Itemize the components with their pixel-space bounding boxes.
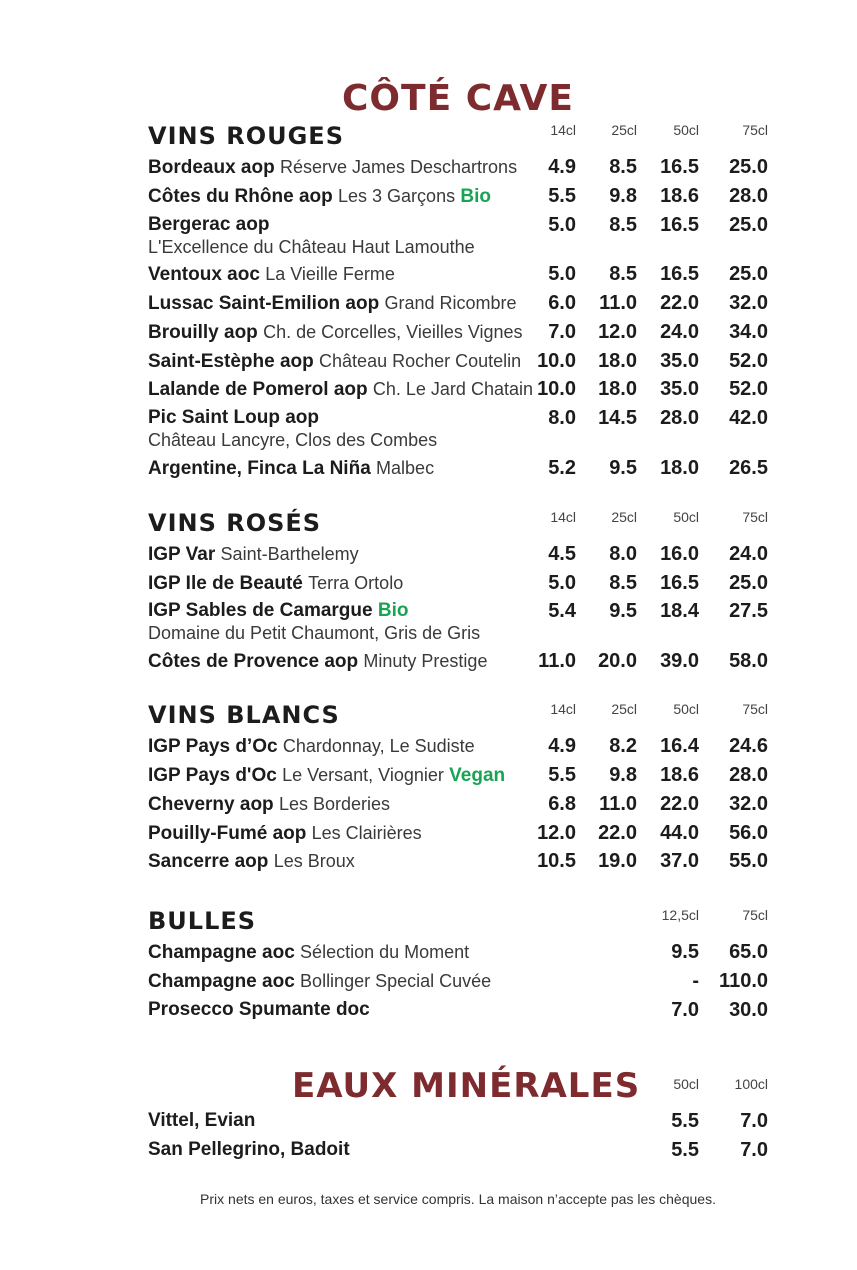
menu-item bbox=[148, 350, 768, 373]
item-name: Champagne aoc bbox=[148, 971, 295, 992]
item-price: 18.0 bbox=[660, 457, 699, 479]
item-price: 35.0 bbox=[660, 378, 699, 400]
menu-item bbox=[148, 407, 768, 451]
item-price: 4.5 bbox=[548, 543, 576, 565]
item-price: 24.0 bbox=[729, 543, 768, 565]
menu-item bbox=[148, 999, 768, 1021]
item-price: 39.0 bbox=[660, 650, 699, 672]
item-name: Vittel, Evian bbox=[148, 1110, 256, 1131]
item-name: Lussac Saint-Emilion aop bbox=[148, 293, 380, 314]
item-name: Pouilly-Fumé aop bbox=[148, 823, 307, 844]
item-price: 9.5 bbox=[671, 941, 699, 963]
item-name: Bergerac aop bbox=[148, 214, 270, 235]
item-detail: Les Broux bbox=[273, 851, 355, 871]
menu-item bbox=[148, 600, 768, 644]
item-detail: Ch. de Corcelles, Vieilles Vignes bbox=[263, 322, 523, 342]
section-title: VINS ROSÉS bbox=[148, 509, 322, 537]
item-price: 5.5 bbox=[671, 1110, 699, 1132]
item-price: 10.0 bbox=[537, 350, 576, 372]
item-detail: La Vieille Ferme bbox=[265, 264, 395, 284]
item-name: Sancerre aop bbox=[148, 851, 269, 872]
column-header: 75cl bbox=[742, 701, 768, 717]
menu-item bbox=[148, 572, 768, 595]
item-price: 11.0 bbox=[599, 292, 637, 314]
column-header: 50cl bbox=[673, 701, 699, 717]
item-price: 24.6 bbox=[729, 735, 768, 757]
item-price: 42.0 bbox=[729, 407, 768, 429]
column-header: 50cl bbox=[673, 1076, 699, 1092]
item-price: 9.5 bbox=[609, 457, 637, 479]
item-price: 20.0 bbox=[598, 650, 637, 672]
item-price: 16.4 bbox=[660, 735, 699, 757]
item-name: Saint-Estèphe aop bbox=[148, 351, 314, 372]
item-price: 5.5 bbox=[548, 185, 576, 207]
item-price: 5.5 bbox=[671, 1139, 699, 1161]
item-detail: Ch. Le Jard Chatain bbox=[372, 379, 533, 399]
item-price: 55.0 bbox=[729, 850, 768, 872]
item-price: 5.5 bbox=[548, 764, 576, 786]
item-price: 7.0 bbox=[548, 321, 576, 343]
item-name: Côtes du Rhône aop bbox=[148, 186, 333, 207]
column-header: 50cl bbox=[673, 509, 699, 525]
menu-item bbox=[148, 650, 768, 673]
item-detail: Les Clairières bbox=[311, 823, 422, 843]
column-header: 75cl bbox=[742, 509, 768, 525]
item-price: 5.4 bbox=[548, 600, 576, 622]
item-name: IGP Ile de Beauté bbox=[148, 573, 303, 594]
item-price: 6.0 bbox=[548, 292, 576, 314]
menu-item bbox=[148, 764, 768, 787]
item-name: Prosecco Spumante doc bbox=[148, 999, 370, 1020]
item-price: 8.5 bbox=[609, 263, 637, 285]
menu-item bbox=[148, 543, 768, 566]
item-price: 56.0 bbox=[729, 822, 768, 844]
item-price: 22.0 bbox=[660, 292, 699, 314]
item-badge: Bio bbox=[377, 600, 409, 621]
item-price: 25.0 bbox=[729, 263, 768, 285]
item-price: 12.0 bbox=[598, 321, 637, 343]
item-price: - bbox=[692, 970, 699, 992]
item-price: 22.0 bbox=[660, 793, 699, 815]
item-name: Côtes de Provence aop bbox=[148, 651, 359, 672]
item-price: 16.5 bbox=[660, 156, 699, 178]
item-price: 18.0 bbox=[598, 378, 637, 400]
column-header: 75cl bbox=[742, 907, 768, 923]
item-price: 16.5 bbox=[660, 263, 699, 285]
item-price: 5.0 bbox=[548, 263, 576, 285]
item-price: 110.0 bbox=[719, 970, 768, 992]
column-header: 50cl bbox=[673, 122, 699, 138]
menu-item bbox=[148, 263, 768, 286]
item-price: 16.5 bbox=[660, 572, 699, 594]
menu-item bbox=[148, 1139, 768, 1161]
item-price: 10.5 bbox=[537, 850, 576, 872]
column-header: 14cl bbox=[550, 509, 576, 525]
item-name: San Pellegrino, Badoit bbox=[148, 1139, 350, 1160]
item-price: 14.5 bbox=[598, 407, 637, 429]
menu-item bbox=[148, 185, 768, 208]
menu-item bbox=[148, 735, 768, 758]
item-name: Lalande de Pomerol aop bbox=[148, 379, 368, 400]
menu-item bbox=[148, 941, 768, 964]
item-price: 16.5 bbox=[660, 214, 699, 236]
item-price: 9.8 bbox=[609, 764, 637, 786]
menu-item bbox=[148, 970, 768, 993]
footer-note: Prix nets en euros, taxes et service compris. La maison n’accepte pas les chèques. bbox=[200, 1191, 716, 1207]
menu-item bbox=[148, 156, 768, 179]
item-subtitle: L'Excellence du Château Haut Lamouthe bbox=[148, 237, 475, 257]
item-price: 7.0 bbox=[671, 999, 699, 1021]
item-name: IGP Var bbox=[148, 544, 216, 565]
item-subtitle: Domaine du Petit Chaumont, Gris de Gris bbox=[148, 623, 481, 643]
item-price: 24.0 bbox=[660, 321, 699, 343]
item-detail: Malbec bbox=[376, 458, 435, 478]
section-header-rouges bbox=[148, 122, 768, 152]
item-detail: Les 3 Garçons bbox=[338, 186, 456, 206]
menu-item bbox=[148, 378, 768, 401]
item-price: 26.5 bbox=[729, 457, 768, 479]
item-price: 28.0 bbox=[729, 764, 768, 786]
item-detail: Bollinger Special Cuvée bbox=[300, 971, 492, 991]
item-price: 8.2 bbox=[609, 735, 637, 757]
menu-item bbox=[148, 214, 768, 258]
item-price: 28.0 bbox=[660, 407, 699, 429]
item-price: 18.6 bbox=[660, 185, 699, 207]
item-price: 5.0 bbox=[548, 214, 576, 236]
item-detail: Chardonnay, Le Sudiste bbox=[282, 736, 475, 756]
item-price: 9.8 bbox=[609, 185, 637, 207]
item-name: Cheverny aop bbox=[148, 794, 274, 815]
column-header: 100cl bbox=[734, 1076, 768, 1092]
item-price: 8.0 bbox=[609, 543, 637, 565]
item-price: 65.0 bbox=[729, 941, 768, 963]
page-title: CÔTÉ CAVE bbox=[342, 78, 574, 119]
item-price: 5.2 bbox=[548, 457, 576, 479]
item-price: 19.0 bbox=[598, 850, 637, 872]
item-price: 18.4 bbox=[660, 600, 699, 622]
item-subtitle: Château Lancyre, Clos des Combes bbox=[148, 430, 438, 450]
section-title: VINS ROUGES bbox=[148, 122, 344, 150]
item-name: Pic Saint Loup aop bbox=[148, 407, 320, 428]
item-price: 32.0 bbox=[729, 292, 768, 314]
item-price: 4.9 bbox=[548, 156, 576, 178]
column-header: 25cl bbox=[611, 122, 637, 138]
column-header: 14cl bbox=[550, 122, 576, 138]
item-name: Argentine, Finca La Niña bbox=[148, 458, 371, 479]
item-name: Brouilly aop bbox=[148, 322, 258, 343]
item-price: 11.0 bbox=[538, 650, 576, 672]
section-title: VINS BLANCS bbox=[148, 701, 340, 729]
item-price: 52.0 bbox=[729, 378, 768, 400]
item-price: 10.0 bbox=[537, 378, 576, 400]
menu-item bbox=[148, 457, 768, 480]
item-badge: Vegan bbox=[449, 765, 506, 786]
item-price: 35.0 bbox=[660, 350, 699, 372]
item-price: 8.0 bbox=[548, 407, 576, 429]
item-price: 28.0 bbox=[729, 185, 768, 207]
item-price: 44.0 bbox=[660, 822, 699, 844]
menu-item bbox=[148, 292, 768, 315]
item-price: 9.5 bbox=[609, 600, 637, 622]
item-price: 8.5 bbox=[609, 572, 637, 594]
item-price: 6.8 bbox=[548, 793, 576, 815]
item-price: 16.0 bbox=[660, 543, 699, 565]
menu-item bbox=[148, 321, 768, 344]
item-price: 32.0 bbox=[729, 793, 768, 815]
menu-item bbox=[148, 850, 768, 873]
item-detail: Château Rocher Coutelin bbox=[319, 351, 522, 371]
item-price: 27.5 bbox=[729, 600, 768, 622]
item-name: IGP Sables de Camargue bbox=[148, 600, 373, 621]
item-detail: Saint-Barthelemy bbox=[220, 544, 359, 564]
column-header: 12,5cl bbox=[661, 907, 699, 923]
item-name: Ventoux aoc bbox=[148, 264, 260, 285]
item-detail: Sélection du Moment bbox=[300, 942, 470, 962]
item-price: 8.5 bbox=[609, 214, 637, 236]
section-header-bulles bbox=[148, 907, 768, 937]
item-price: 22.0 bbox=[598, 822, 637, 844]
eaux-title: EAUX MINÉRALES bbox=[292, 1066, 641, 1106]
item-badge: Bio bbox=[460, 186, 491, 207]
item-price: 37.0 bbox=[660, 850, 699, 872]
item-price: 7.0 bbox=[740, 1110, 768, 1132]
item-price: 7.0 bbox=[740, 1139, 768, 1161]
item-name: IGP Pays d'Oc bbox=[148, 765, 277, 786]
column-header: 75cl bbox=[742, 122, 768, 138]
item-price: 25.0 bbox=[729, 572, 768, 594]
item-name: IGP Pays d’Oc bbox=[148, 736, 278, 757]
item-price: 58.0 bbox=[729, 650, 768, 672]
column-header: 25cl bbox=[611, 701, 637, 717]
column-header: 14cl bbox=[550, 701, 576, 717]
item-price: 18.6 bbox=[660, 764, 699, 786]
item-price: 18.0 bbox=[598, 350, 637, 372]
item-name: Champagne aoc bbox=[148, 942, 295, 963]
menu-item bbox=[148, 793, 768, 816]
item-detail: Grand Ricombre bbox=[384, 293, 517, 313]
item-price: 12.0 bbox=[537, 822, 576, 844]
item-detail: Réserve James Deschartrons bbox=[279, 157, 518, 177]
item-detail: Le Versant, Viognier bbox=[282, 765, 444, 785]
item-name: Bordeaux aop bbox=[148, 157, 275, 178]
item-price: 25.0 bbox=[729, 156, 768, 178]
item-price: 5.0 bbox=[548, 572, 576, 594]
column-header: 25cl bbox=[611, 509, 637, 525]
section-header-blancs bbox=[148, 701, 768, 731]
item-price: 11.0 bbox=[599, 793, 637, 815]
menu-item bbox=[148, 1110, 768, 1132]
section-header-roses bbox=[148, 509, 768, 539]
item-price: 4.9 bbox=[548, 735, 576, 757]
item-price: 8.5 bbox=[609, 156, 637, 178]
item-detail: Les Borderies bbox=[278, 794, 390, 814]
item-detail: Minuty Prestige bbox=[363, 651, 488, 671]
item-price: 34.0 bbox=[729, 321, 768, 343]
item-price: 25.0 bbox=[729, 214, 768, 236]
item-detail: Terra Ortolo bbox=[308, 573, 404, 593]
menu-item bbox=[148, 822, 768, 845]
item-price: 52.0 bbox=[729, 350, 768, 372]
section-title: BULLES bbox=[148, 907, 257, 935]
item-price: 30.0 bbox=[729, 999, 768, 1021]
